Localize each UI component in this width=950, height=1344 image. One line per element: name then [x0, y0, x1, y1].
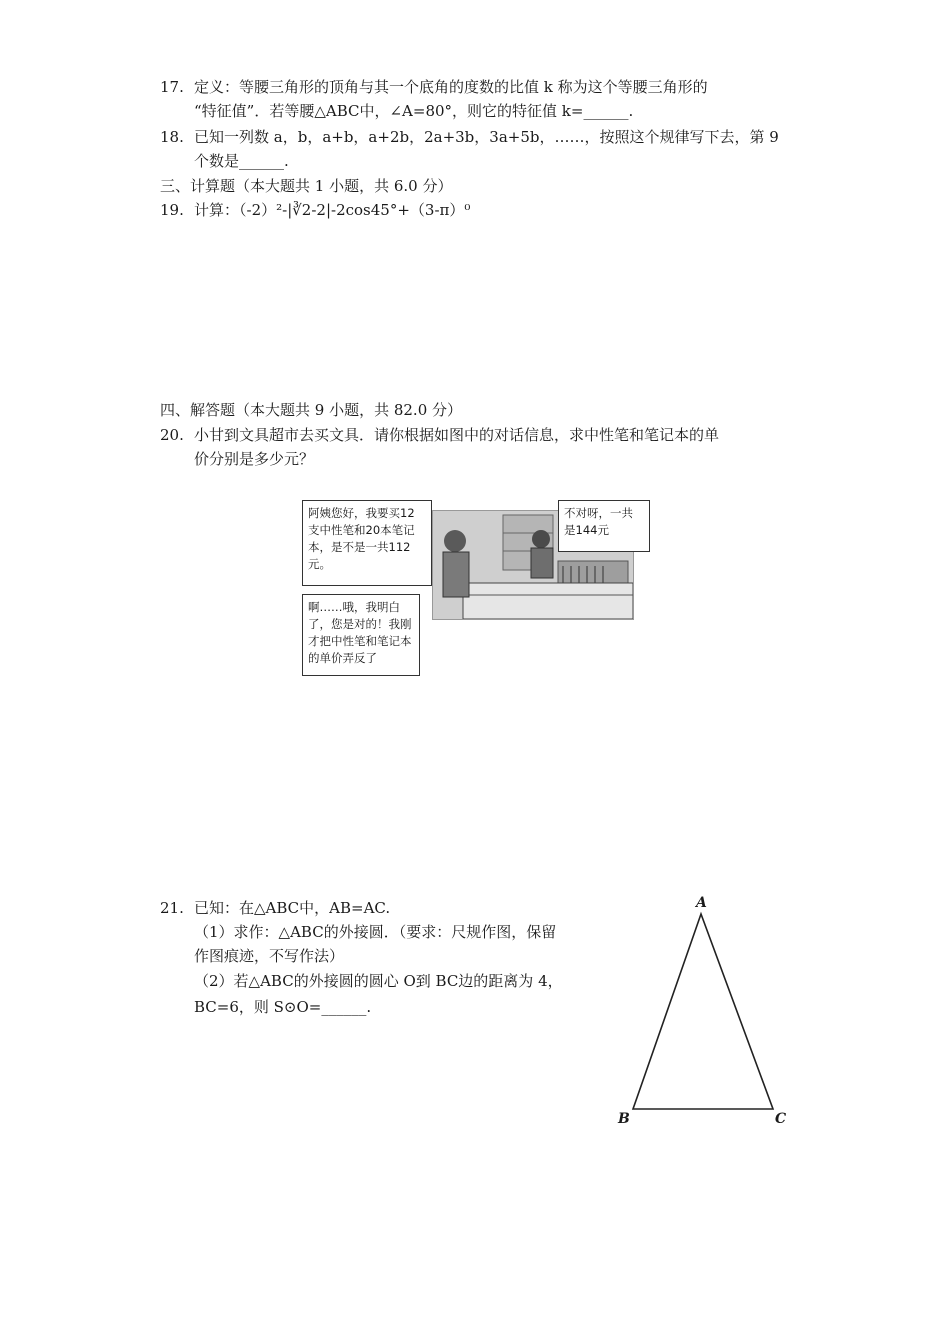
- question-21-line-5: BC=6，则 S⊙O=______.: [194, 998, 372, 1016]
- speech-bubble-customer: 阿姨您好，我要买12支中性笔和20本笔记本，是不是一共112元。: [302, 500, 432, 586]
- vertex-label-a: A: [696, 895, 707, 911]
- question-18-line-2: 个数是______.: [194, 152, 289, 170]
- question-text: 已知：在△ABC中，AB=AC.: [194, 899, 391, 917]
- question-21-line-3: 作图痕迹，不写作法）: [194, 947, 345, 965]
- question-21-line-1: [160, 898, 390, 918]
- question-number: 17.: [160, 78, 184, 96]
- question-text: 已知一列数 a，b，a+b，a+2b，2a+3b，3a+5b，……，按照这个规律写下去，第 9: [194, 128, 779, 146]
- question-17-line-2: “特征值”．若等腰△ABC中，∠A=80°，则它的特征值 k=______.: [194, 102, 634, 120]
- question-text: 定义：等腰三角形的顶角与其一个底角的度数的比值 k 称为这个等腰三角形的: [194, 78, 708, 96]
- section-4-title: 四、解答题（本大题共 9 小题，共 82.0 分）: [160, 401, 463, 419]
- vertex-label-b: B: [618, 1111, 630, 1127]
- section-3-title: 三、计算题（本大题共 1 小题，共 6.0 分）: [160, 177, 453, 195]
- triangle-abc: [633, 914, 773, 1109]
- isosceles-triangle-figure: [600, 880, 800, 1140]
- question-21-line-2: （1）求作：△ABC的外接圆．（要求：尺规作图，保留: [194, 923, 557, 941]
- question-20-line-2: 价分别是多少元？: [194, 450, 315, 468]
- question-17-line-1: [160, 77, 708, 97]
- question-20-line-1: [160, 425, 719, 445]
- speech-bubble-customer-reply: 啊……哦，我明白了，您是对的！我刚才把中性笔和笔记本的单价弄反了: [302, 594, 420, 676]
- question-text: 小甘到文具超市去买文具．请你根据如图中的对话信息，求中性笔和笔记本的单: [194, 426, 720, 444]
- question-number: 18.: [160, 128, 184, 146]
- dialogue-illustration: [300, 496, 652, 678]
- question-19: [160, 200, 470, 220]
- question-number: 19.: [160, 201, 184, 219]
- question-18-line-1: [160, 127, 779, 147]
- question-21-line-4: （2）若△ABC的外接圆的圆心 O到 BC边的距离为 4，: [194, 972, 563, 990]
- question-number: 21.: [160, 899, 184, 917]
- vertex-label-c: C: [775, 1111, 787, 1127]
- question-text: 计算：（-2）²-|∛2-2|-2cos45°+（3-π）⁰: [194, 201, 471, 219]
- question-number: 20.: [160, 426, 184, 444]
- speech-bubble-clerk: 不对呀，一共是144元: [558, 500, 650, 552]
